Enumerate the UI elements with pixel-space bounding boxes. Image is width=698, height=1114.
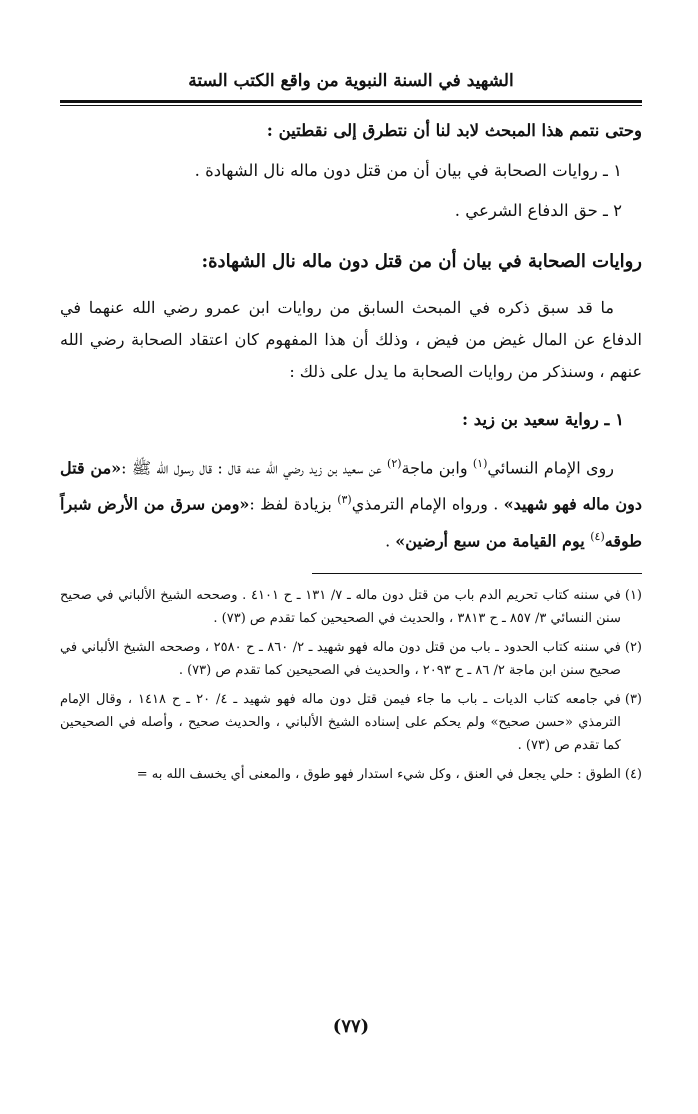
text-run: وابن ماجة [401,458,473,478]
hadith-paragraph [60,448,642,557]
footnote-text: في سننه كتاب الحدود ـ باب من قتل دون ماله فهو شهيد ـ ٢/ ٨٦٠ ـ ح ٢٥٨٠ ، وصححه الشيخ الألباني في صحيح سنن ابن ماجة ٢/ ٨٦ ـ ح ٢٠٩٣ ، والحديث في الصحيحين كما تقدم ص (٧٣) . [60,639,621,678]
text-run: عن سعيد بن زيد رضي الله عنه قال : قال رسول الله ﷺ : [121,458,388,478]
section-paragraph: ما قد سبق ذكره في المبحث السابق من روايات ابن عمرو رضي الله عنهما في الدفاع عن المال غيض من فيض ، وذلك أن هذا المفهوم كان اعتقاد الصحابة رضي الله عنهم ، وسنذكر من روايات الصحابة ما يدل على ذلك : [60,298,642,381]
hadith-quote-2b: يوم القيامة من سبع أرضين» [395,530,591,550]
hadith-quote-2a: «ومن سرق من الأرض شبراً طوقه [60,494,642,550]
footnote-number: (١) [624,587,642,603]
header-rule [60,100,642,103]
footnote-rule [312,573,642,574]
footnote-4 [60,763,642,786]
subsection-heading: ١ ـ رواية سعيد بن زيد : [461,410,624,429]
running-header-bold: الشهيد [466,71,514,91]
intro-item-1: ١ ـ روايات الصحابة في بيان أن من قتل دون ماله نال الشهادة . [194,161,622,180]
footnote-2 [60,636,642,682]
page-number: (٧٧) [332,1016,370,1037]
intro-lead: وحتى نتمم هذا المبحث لابد لنا أن نتطرق إلى نقطتين : [266,121,642,140]
footnote-ref-4[interactable]: (٤) [590,529,605,543]
footnote-3 [60,688,642,757]
page [60,66,642,1114]
footnote-ref-1[interactable]: (١) [472,457,488,470]
footnote-1 [60,584,642,630]
footnote-text: في سننه كتاب تحريم الدم باب من قتل دون ماله ـ ٧/ ١٣١ ـ ح ٤١٠١ . وصححه الشيخ الألباني في صحيح سنن النسائي ٣/ ٨٥٧ ـ ح ٣٨١٣ ، والحديث في الصحيحين كما تقدم ص (٧٣) . [60,587,621,626]
section-heading: روايات الصحابة في بيان أن من قتل دون ماله نال الشهادة: [201,251,642,272]
running-header-rest: في السنة النبوية من واقع الكتب الستة [188,71,467,91]
text-run: روى الإمام النسائي [487,458,614,478]
footnote-ref-3[interactable]: (٣) [337,493,352,507]
text-run: بزيادة لفظ : [249,494,338,514]
running-header [60,66,642,96]
footnote-text: في جامعه كتاب الديات ـ باب ما جاء فيمن قتل دون ماله فهو شهيد ـ ٤/ ٢٠ ـ ح ١٤١٨ ، وقال الإمام الترمذي «حسن صحيح» ولم يحكم على إسناده الشيخ الألباني ، والحديث صحيح ، وأصله في الصحيحين كما تقدم ص (٧٣) . [60,691,621,753]
footnotes [60,584,642,786]
footnote-number: (٤) [624,766,642,782]
footnote-ref-2[interactable]: (٢) [387,457,402,470]
hadith-quote-1: «من قتل دون ماله فهو شهيد» [60,458,643,514]
footnote-number: (٢) [624,639,642,655]
text-run: . ورواه الإمام الترمذي [351,494,504,514]
text-run: . [385,530,396,550]
header-rule-thin [60,105,642,106]
intro-item-2: ٢ ـ حق الدفاع الشرعي . [454,201,622,220]
footnote-text: الطوق : حلي يجعل في العنق ، وكل شيء استدار فهو طوق ، والمعنى أي يخسف الله به = [136,766,621,782]
footnote-number: (٣) [624,691,642,707]
